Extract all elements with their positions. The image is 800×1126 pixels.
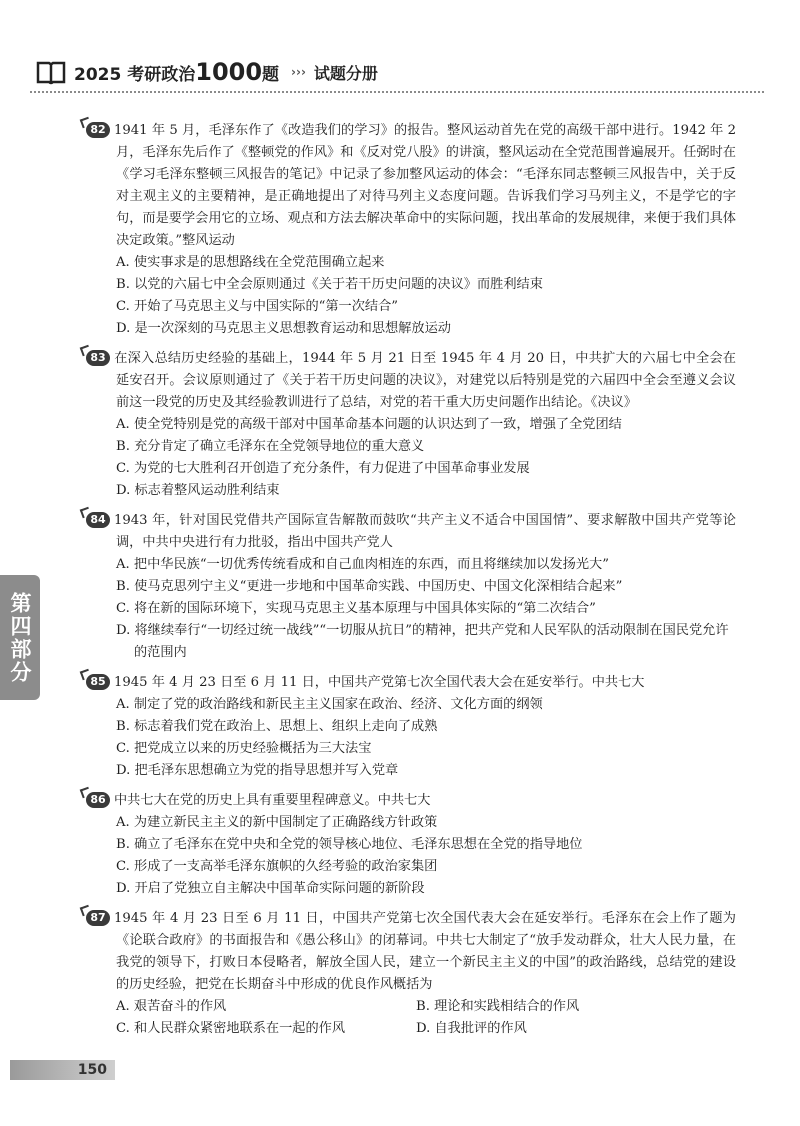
header-arrows: ››› xyxy=(291,65,306,79)
option-a: A. 把中华民族“一切优秀传统看成和自己血肉相连的东西，而且将继续加以发扬光大” xyxy=(116,557,609,572)
question xyxy=(86,348,736,502)
question-stem: 87 1945 年 4 月 23 日至 6 月 11 日，中国共产党第七次全国代表大会在延安举行。毛泽东在会上作了题为《论联合政府》的书面报告和《愚公移山》的闭幕词。中共七大制定了“放手发动群众，壮大人民力量，在我党的领导下，打败日本侵略者，解放全国人民，建立一个新民主主义的中国”的政治路线，总结党的建设的历史经验，把党在长期奋斗中形成的优良作风概括为 xyxy=(86,908,736,996)
book-title: 2025 考研政治1000题 xyxy=(74,58,280,86)
question-number: 85 xyxy=(86,674,110,690)
option-d: D. 自我批评的作风 xyxy=(416,1021,527,1036)
question-number: 86 xyxy=(86,792,110,808)
question xyxy=(86,672,736,782)
question-stem: 85 1945 年 4 月 23 日至 6 月 11 日，中国共产党第七次全国代表大会在延安举行。中共七大 xyxy=(86,672,736,694)
option-d: D. 开启了党独立自主解决中国革命实际问题的新阶段 xyxy=(116,881,425,896)
option-b: B. 充分肯定了确立毛泽东在全党领导地位的重大意义 xyxy=(116,439,425,454)
section-subtitle: 试题分册 xyxy=(313,63,378,83)
question-number: 87 xyxy=(86,910,110,926)
option-d: D. 把毛泽东思想确立为党的指导思想并写入党章 xyxy=(116,763,399,778)
option-a: A. 为建立新民主主义的新中国制定了正确路线方针政策 xyxy=(116,815,438,830)
option-a: A. 制定了党的政治路线和新民主主义国家在政治、经济、文化方面的纲领 xyxy=(116,697,543,712)
option-d: D. 标志着整风运动胜利结束 xyxy=(116,483,280,498)
option-a: A. 使实事求是的思想路线在全党范围确立起来 xyxy=(116,255,385,270)
page-header xyxy=(36,52,378,92)
page-footer xyxy=(10,1060,115,1080)
option-c: C. 为党的七大胜利召开创造了充分条件，有力促进了中国革命事业发展 xyxy=(116,461,530,476)
question xyxy=(86,790,736,900)
header-divider xyxy=(30,91,764,93)
question-stem: 83 在深入总结历史经验的基础上，1944 年 5 月 21 日至 1945 年 4 月 20 日，中共扩大的六届七中全会在延安召开。会议原则通过了《关于若干历史问题的决议》，对建党以后特别是党的六届四中全会至遵义会议前这一段党的历史及其经验教训进行了总结，对党的若干重大历史问题作出结论。《决议》 xyxy=(86,348,736,414)
option-b: B. 以党的六届七中全会原则通过《关于若干历史问题的决议》而胜利结束 xyxy=(116,277,543,292)
question-stem: 86 中共七大在党的历史上具有重要里程碑意义。中共七大 xyxy=(86,790,736,812)
question xyxy=(86,510,736,664)
option-c: C. 将在新的国际环境下，实现马克思主义基本原理与中国具体实际的“第二次结合” xyxy=(116,601,596,616)
option-b: B. 使马克思列宁主义“更进一步地和中国革命实践、中国历史、中国文化深相结合起来” xyxy=(116,579,623,594)
option-grid xyxy=(86,996,736,1040)
option-b: B. 理论和实践相结合的作风 xyxy=(416,999,580,1014)
question-number: 83 xyxy=(86,350,110,366)
option-d: D. 将继续奉行“一切经过统一战线”“一切服从抗日”的精神，把共产党和人民军队的活动限制在国民党允许的范围内 xyxy=(116,623,729,660)
part-side-tab: 第四部分 xyxy=(0,575,40,700)
option-d: D. 是一次深刻的马克思主义思想教育运动和思想解放运动 xyxy=(116,321,451,336)
option-a: A. 艰苦奋斗的作风 xyxy=(116,999,227,1014)
option-c: C. 把党成立以来的历史经验概括为三大法宝 xyxy=(116,741,372,756)
option-c: C. 形成了一支高举毛泽东旗帜的久经考验的政治家集团 xyxy=(116,859,438,874)
question-stem: 84 1943 年，针对国民党借共产国际宣告解散而鼓吹“共产主义不适合中国国情”、要求解散中国共产党等论调，中共中央进行有力批驳，指出中国共产党人 xyxy=(86,510,736,554)
option-b: B. 标志着我们党在政治上、思想上、组织上走向了成熟 xyxy=(116,719,438,734)
question-stem: 82 1941 年 5 月，毛泽东作了《改造我们的学习》的报告。整风运动首先在党的高级干部中进行。1942 年 2 月，毛泽东先后作了《整顿党的作风》和《反对党八股》的讲演，整风运动在全党范围普遍展开。任弼时在《学习毛泽东整顿三风报告的笔记》中记录了参加整风运动的体会：“毛泽东同志整顿三风报告中，关于反对主观主义的主要精神，是正确地提出了对待马列主义态度问题。告诉我们学习马列主义，不是学它的字句，而是要学会用它的立场、观点和方法去解决革命中的实际问题，找出革命的发展规律，来便于我们具体决定政策。”整风运动 xyxy=(86,120,736,252)
question xyxy=(86,908,736,1040)
question-list xyxy=(86,120,736,1048)
option-b: B. 确立了毛泽东在党中央和全党的领导核心地位、毛泽东思想在全党的指导地位 xyxy=(116,837,583,852)
question-number: 84 xyxy=(86,512,110,528)
page-number: 150 xyxy=(77,1062,107,1078)
option-c: C. 开始了马克思主义与中国实际的“第一次结合” xyxy=(116,299,399,314)
question-number: 82 xyxy=(86,122,110,138)
book-icon xyxy=(36,59,66,85)
option-a: A. 使全党特别是党的高级干部对中国革命基本问题的认识达到了一致，增强了全党团结 xyxy=(116,417,622,432)
option-c: C. 和人民群众紧密地联系在一起的作风 xyxy=(116,1021,346,1036)
question xyxy=(86,120,736,340)
